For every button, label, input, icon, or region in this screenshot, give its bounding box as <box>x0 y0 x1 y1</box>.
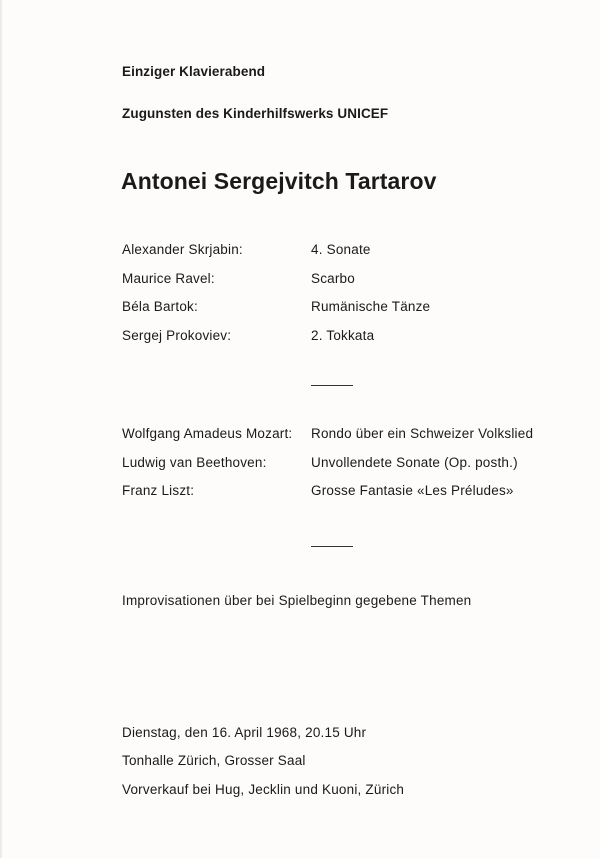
composer-name: Sergej Prokoviev: <box>122 328 232 343</box>
program-row <box>122 271 582 291</box>
presale-info: Vorverkauf bei Hug, Jecklin und Kuoni, Zürich <box>122 782 405 797</box>
program-row <box>122 328 582 348</box>
performer-name: Antonei Sergejvitch Tartarov <box>121 168 437 194</box>
work-title: Unvollendete Sonate (Op. posth.) <box>311 455 518 470</box>
program-row <box>122 483 582 503</box>
composer-name: Ludwig van Beethoven: <box>122 455 267 470</box>
event-venue: Tonhalle Zürich, Grosser Saal <box>122 753 306 768</box>
event-datetime: Dienstag, den 16. April 1968, 20.15 Uhr <box>122 725 367 740</box>
composer-name: Wolfgang Amadeus Mozart: <box>122 426 293 441</box>
composer-name: Alexander Skrjabin: <box>122 242 243 257</box>
program-row <box>122 242 582 262</box>
program-row <box>122 426 582 446</box>
work-title: Rumänische Tänze <box>311 299 431 314</box>
work-title: Rondo über ein Schweizer Volkslied <box>311 426 534 441</box>
work-title: 2. Tokkata <box>311 328 375 343</box>
charity-label: Zugunsten des Kinderhilfswerks UNICEF <box>122 106 389 121</box>
composer-name: Maurice Ravel: <box>122 271 215 286</box>
improvisation-note: Improvisationen über bei Spielbeginn gegebene Themen <box>122 593 472 608</box>
work-title: 4. Sonate <box>311 242 371 257</box>
work-title: Grosse Fantasie «Les Préludes» <box>311 483 514 498</box>
section-divider <box>311 546 353 547</box>
composer-name: Béla Bartok: <box>122 299 198 314</box>
program-row <box>122 455 582 475</box>
recital-label: Einziger Klavierabend <box>122 64 266 79</box>
program-row <box>122 299 582 319</box>
work-title: Scarbo <box>311 271 355 286</box>
composer-name: Franz Liszt: <box>122 483 195 498</box>
section-divider <box>311 385 353 386</box>
